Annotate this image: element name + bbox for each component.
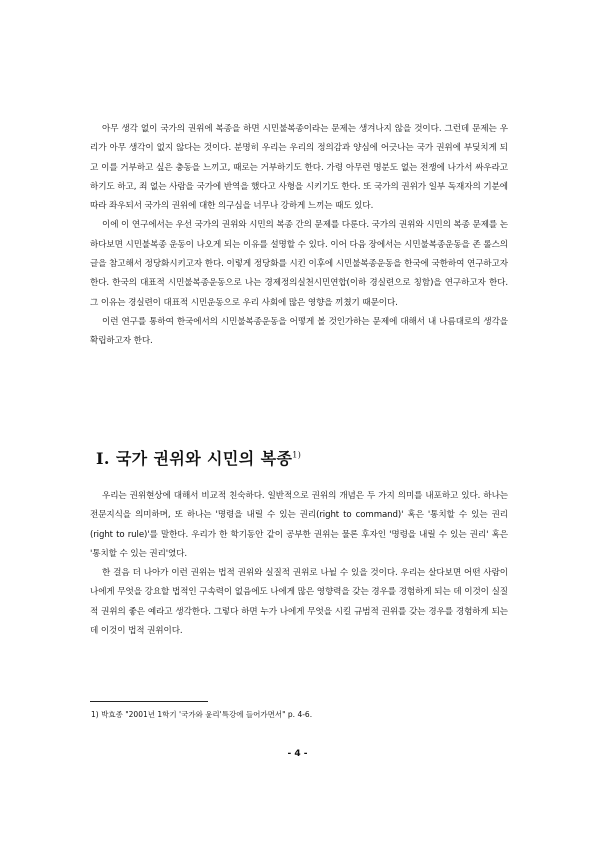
- section-heading-text: Ⅰ. 국가 권위와 시민의 복종: [96, 449, 293, 468]
- intro-paragraph-3: 이런 연구를 통하여 한국에서의 시민불복종운동을 어떻게 볼 것인가하는 문제에 대해서 내 나름대로의 생각을 확립하고자 한다.: [90, 316, 508, 347]
- footnote: 1) 박효종 "2001년 1학기 '국가와 윤리'특강에 들어가면서" p. 4-6.: [91, 710, 313, 719]
- intro-paragraph-1: 아무 생각 없이 국가의 권위에 복종을 하면 시민불복종이라는 문제는 생겨나지 않을 것이다. 그런데 문제는 우리가 아무 생각이 없지 않다는 것이다. 분명히 우리는 우리의 정의감과 양심에 어긋나는 국가 권위에 부딪치게 되고 이를 거부하고 싶은 충동을 느끼고, 때로는 거부하기도 한다. 가령 아무런 명분도 없는 전쟁에 나가서 싸우라고 하기도 하고, 죄 없는 사람을 국가에 반역을 했다고 사형을 시키기도 한다. 또 국가의 권위가 일부 독재자의 기분에 따라 좌우되서 국가의 권위에 대한 의구심을 너무나 강하게 느끼는 때도 있다.: [90, 124, 508, 212]
- intro-section: [90, 120, 508, 352]
- footnote-reference: 1): [292, 450, 302, 460]
- section-1-paragraph-1: 우리는 권위현상에 대해서 비교적 친숙하다. 일반적으로 권위의 개념은 두 가지 의미를 내포하고 있다. 하나는 전문지식을 의미하며, 또 하나는 '명령을 내릴 수 있는 권리(right to command)' 혹은 '통치할 수 있는 권리(right to rule)'를 말한다. 우리가 한 학기동안 같이 공부한 권위는 물론 후자인 '명령을 내릴 수 있는 권리' 혹은 '통치할 수 있는 권리'였다.: [90, 491, 508, 559]
- section-heading: [96, 448, 301, 470]
- page-number: - 4 -: [287, 749, 308, 759]
- footnote-divider: [90, 701, 208, 702]
- section-1-body: [90, 487, 508, 641]
- intro-paragraph-2: 이에 이 연구에서는 우선 국가의 권위와 시민의 복종 간의 문제를 다룬다. 국가의 권위와 시민의 복종 문제를 논하다보면 시민불복종 운동이 나오게 되는 이유를 설명할 수 있다. 이어 다음 장에서는 시민불복종운동을 존 롤스의 글을 참고해서 정당화시키고자 한다. 이렇게 정당화를 시킨 이후에 시민불복종운동을 한국에 국한하여 연구하고자 한다. 한국의 대표적 시민불복종운동으로 나는 경제정의실천시민연합(이하 경실련으로 칭함)을 연구하고자 한다. 그 이유는 경실련이 대표적 시민운동으로 우리 사회에 많은 영향을 끼쳤기 때문이다.: [90, 220, 508, 308]
- section-1-paragraph-2: 한 걸음 더 나아가 이런 권위는 법적 권위와 실질적 권위로 나뉠 수 있을 것이다. 우리는 살다보면 어떤 사람이 나에게 무엇을 강요할 법적인 구속력이 없음에도 나에게 많은 영향력을 갖는 경우를 경험하게 되는 데 이것이 실질적 권위의 좋은 예라고 생각한다. 그렇다 하면 누가 나에게 무엇을 시킬 규범적 권위를 갖는 경우를 경험하게 되는 데 이것이 법적 권위이다.: [90, 568, 508, 637]
